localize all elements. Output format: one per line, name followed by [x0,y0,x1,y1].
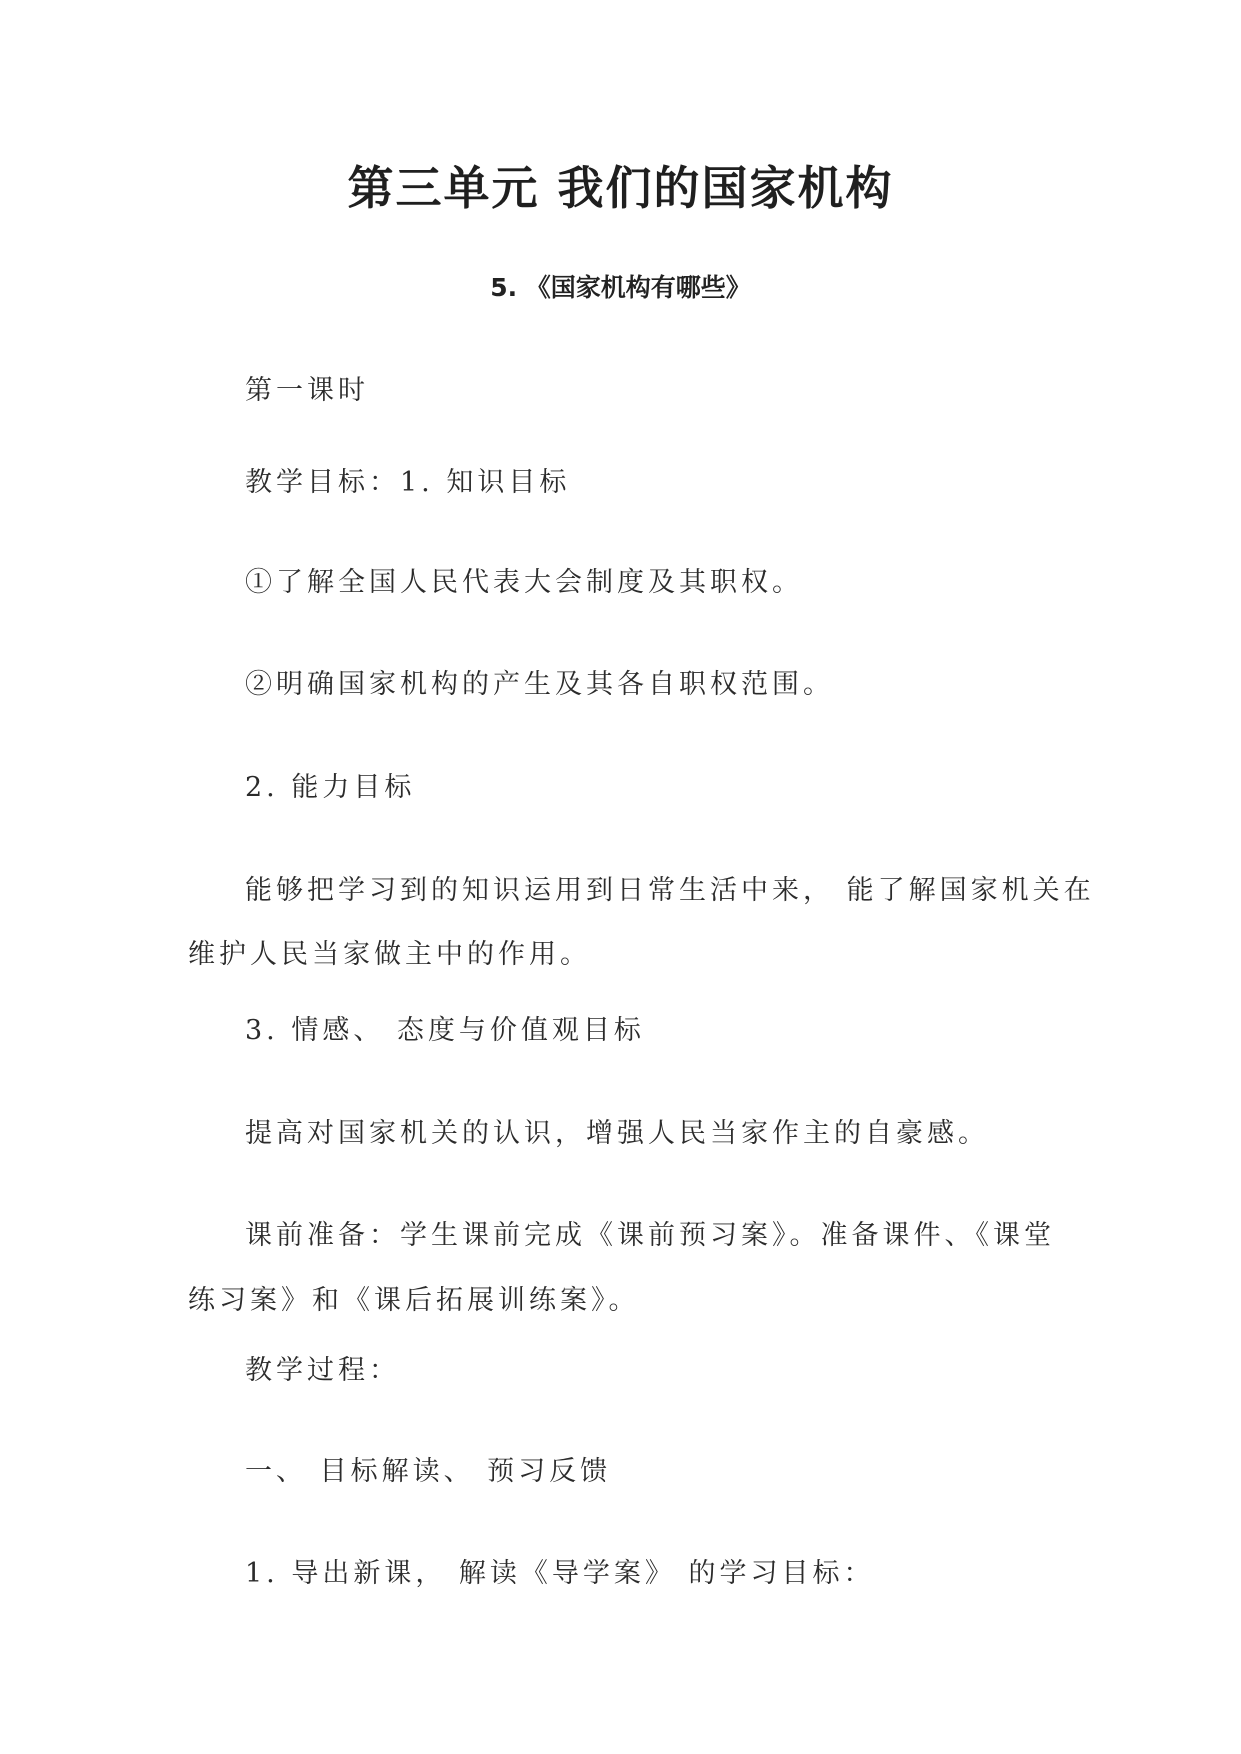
preparation-text-2: 练习案》和《课后拓展训练案》。 [188,1285,640,1316]
teaching-process-heading: 教学过程： [245,1355,400,1386]
knowledge-goal-2: ②明确国家机构的产生及其各自职权范围。 [245,669,834,700]
emotion-goal-heading: 3. 情感、 态度与价值观目标 [245,1015,645,1046]
ability-goal-text-2: 维护人民当家做主中的作用。 [188,939,591,970]
ability-goal-heading: 2. 能力目标 [245,772,416,803]
lesson-subtitle: 5. 《国家机构有哪些》 [490,273,751,302]
section-one-heading: 一、 目标解读、 预习反馈 [245,1456,612,1487]
step-one-text: 1. 导出新课， 解读《导学案》 的学习目标： [245,1558,875,1589]
ability-goal-text-1: 能够把学习到的知识运用到日常生活中来， 能了解国家机关在 [245,875,1095,906]
preparation-text-1: 课前准备：学生课前完成《课前预习案》。准备课件、《课堂 [245,1220,1055,1251]
knowledge-goal-1: ①了解全国人民代表大会制度及其职权。 [245,567,803,598]
unit-title: 第三单元 我们的国家机构 [347,161,894,215]
teaching-goal-heading: 教学目标：1. 知识目标 [245,467,571,498]
emotion-goal-text: 提高对国家机关的认识，增强人民当家作主的自豪感。 [245,1118,989,1149]
class-period: 第一课时 [245,375,369,406]
